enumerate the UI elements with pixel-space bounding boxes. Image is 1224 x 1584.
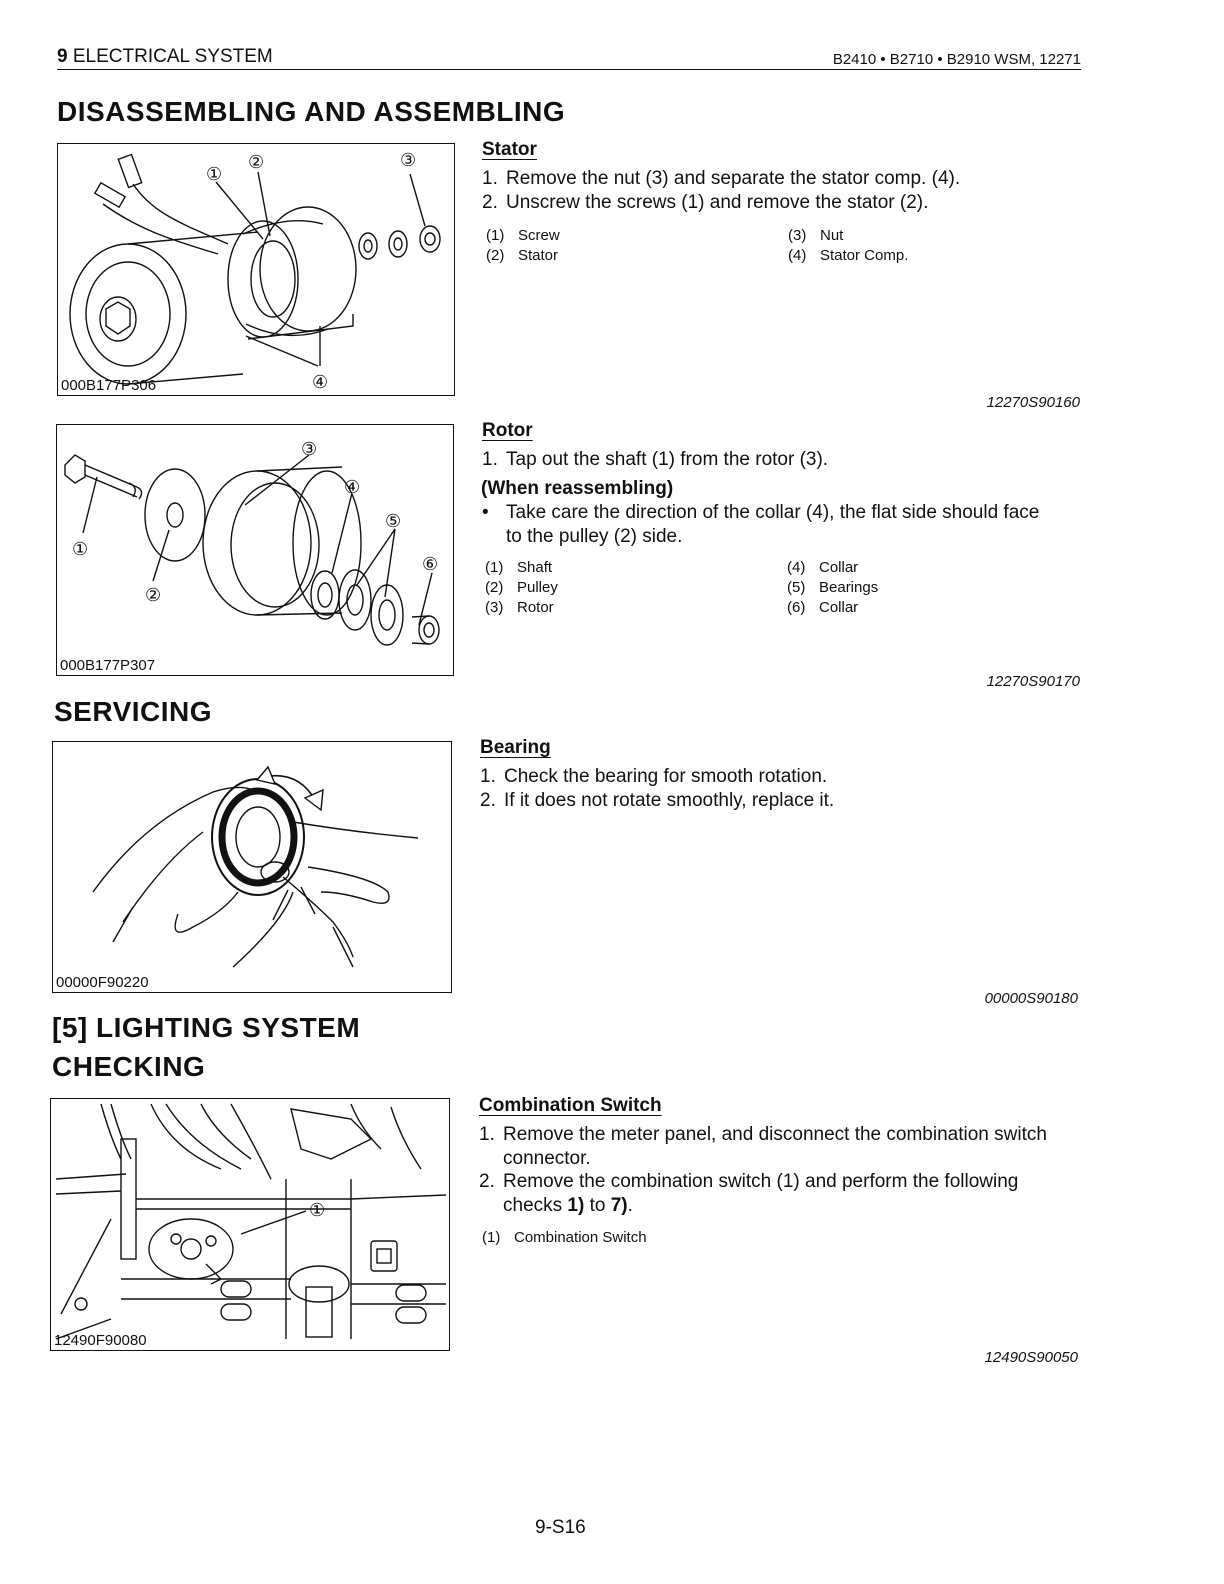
step-text: Check the bearing for smooth rotation.	[504, 766, 828, 787]
step-num: 1.	[480, 766, 496, 787]
bearing-step-1	[480, 765, 827, 789]
section-title-disassembling: DISASSEMBLING AND ASSEMBLING	[57, 96, 566, 127]
chapter-number: 9	[57, 46, 68, 67]
step-text: Tap out the shaft (1) from the rotor (3).	[506, 449, 829, 470]
figure-code: 00000F90220	[56, 974, 149, 991]
bullet-icon: •	[482, 502, 489, 523]
step-text: Unscrew the screws (1) and remove the stator (2).	[506, 192, 929, 213]
legend-item: (1) Shaft	[485, 559, 553, 576]
combination-switch-legend	[482, 1228, 647, 1248]
bearing-illustration	[53, 742, 451, 992]
rotor-ref-code: 12270S90170	[986, 673, 1080, 690]
legend-item: (3) Nut	[788, 227, 844, 244]
rotor-reassembly-note: • Take care the direction of the collar (4), the flat side should face to the pulley (2) side.	[482, 502, 1040, 547]
section-title-servicing: SERVICING	[54, 696, 213, 727]
callout-1: ①	[72, 539, 89, 560]
figure-bearing	[52, 741, 452, 993]
step-num: 2.	[482, 192, 498, 213]
page-number: 9-S16	[535, 1517, 586, 1538]
legend-item: (4) Collar	[787, 559, 859, 576]
legend-item: (1) Combination Switch	[482, 1229, 647, 1246]
callout-4: ④	[344, 477, 361, 498]
figure-code: 000B177P306	[61, 377, 157, 394]
chapter-header	[57, 46, 273, 68]
step-num: 1.	[482, 168, 498, 189]
figure-stator	[57, 143, 455, 396]
combination-switch-step-1: 1. Remove the meter panel, and disconnect the combination switch connector.	[479, 1124, 1047, 1169]
rotor-legend-left	[485, 558, 558, 618]
legend-item: (4) Stator Comp.	[788, 247, 909, 264]
stator-title: Stator	[482, 139, 537, 160]
legend-item: (6) Collar	[787, 599, 859, 616]
callout-5: ⑤	[385, 511, 402, 532]
figure-code: 000B177P307	[60, 657, 156, 674]
when-reassembling-label: (When reassembling)	[481, 478, 674, 499]
step-text: If it does not rotate smoothly, replace it.	[504, 790, 835, 811]
callout-4: ④	[312, 372, 329, 393]
figure-rotor	[56, 424, 454, 676]
step-num: 1.	[479, 1124, 495, 1145]
stator-step-2	[482, 191, 928, 215]
step-num: 2.	[480, 790, 496, 811]
callout-6: ⑥	[422, 554, 439, 575]
legend-item: (2) Stator	[486, 247, 559, 264]
figure-code: 12490F90080	[54, 1332, 147, 1349]
combination-switch-step-2: 2. Remove the combination switch (1) and perform the following checks 1) to 7).	[479, 1171, 1019, 1216]
stator-legend-left	[486, 226, 560, 266]
header-rule	[57, 69, 1081, 70]
section-title-lighting: [5] LIGHTING SYSTEM	[52, 1012, 361, 1043]
callout-2: ②	[248, 152, 265, 173]
figure-combination-switch	[50, 1098, 450, 1351]
rotor-title: Rotor	[482, 420, 533, 441]
bearing-step-2	[480, 789, 834, 813]
step-num: 2.	[479, 1171, 495, 1192]
step-text: Remove the nut (3) and separate the stator comp. (4).	[506, 168, 961, 189]
section-subtitle-checking: CHECKING	[52, 1051, 206, 1082]
legend-item: (3) Rotor	[485, 599, 554, 616]
stator-legend-right	[788, 226, 908, 266]
stator-illustration	[58, 144, 454, 395]
stator-step-1	[482, 167, 960, 191]
callout-1: ①	[206, 164, 223, 185]
step-num: 1.	[482, 449, 498, 470]
stator-ref-code: 12270S90160	[986, 394, 1080, 411]
combination-switch-ref-code: 12490S90050	[984, 1349, 1078, 1366]
callout-1: ①	[309, 1200, 326, 1221]
rotor-legend-right	[787, 558, 878, 618]
rotor-illustration	[57, 425, 453, 675]
callout-3: ③	[400, 150, 417, 171]
rotor-step-1	[482, 448, 828, 472]
legend-item: (1) Screw	[486, 227, 560, 244]
combination-switch-title: Combination Switch	[479, 1095, 662, 1116]
manual-id: B2410 • B2710 • B2910 WSM, 12271	[832, 51, 1081, 68]
callout-3: ③	[301, 439, 318, 460]
bearing-ref-code: 00000S90180	[984, 990, 1078, 1007]
chapter-title: ELECTRICAL SYSTEM	[72, 46, 273, 67]
combination-switch-illustration	[51, 1099, 449, 1350]
legend-item: (2) Pulley	[485, 579, 558, 596]
bearing-title: Bearing	[480, 737, 551, 758]
callout-2: ②	[145, 585, 162, 606]
legend-item: (5) Bearings	[787, 579, 879, 596]
